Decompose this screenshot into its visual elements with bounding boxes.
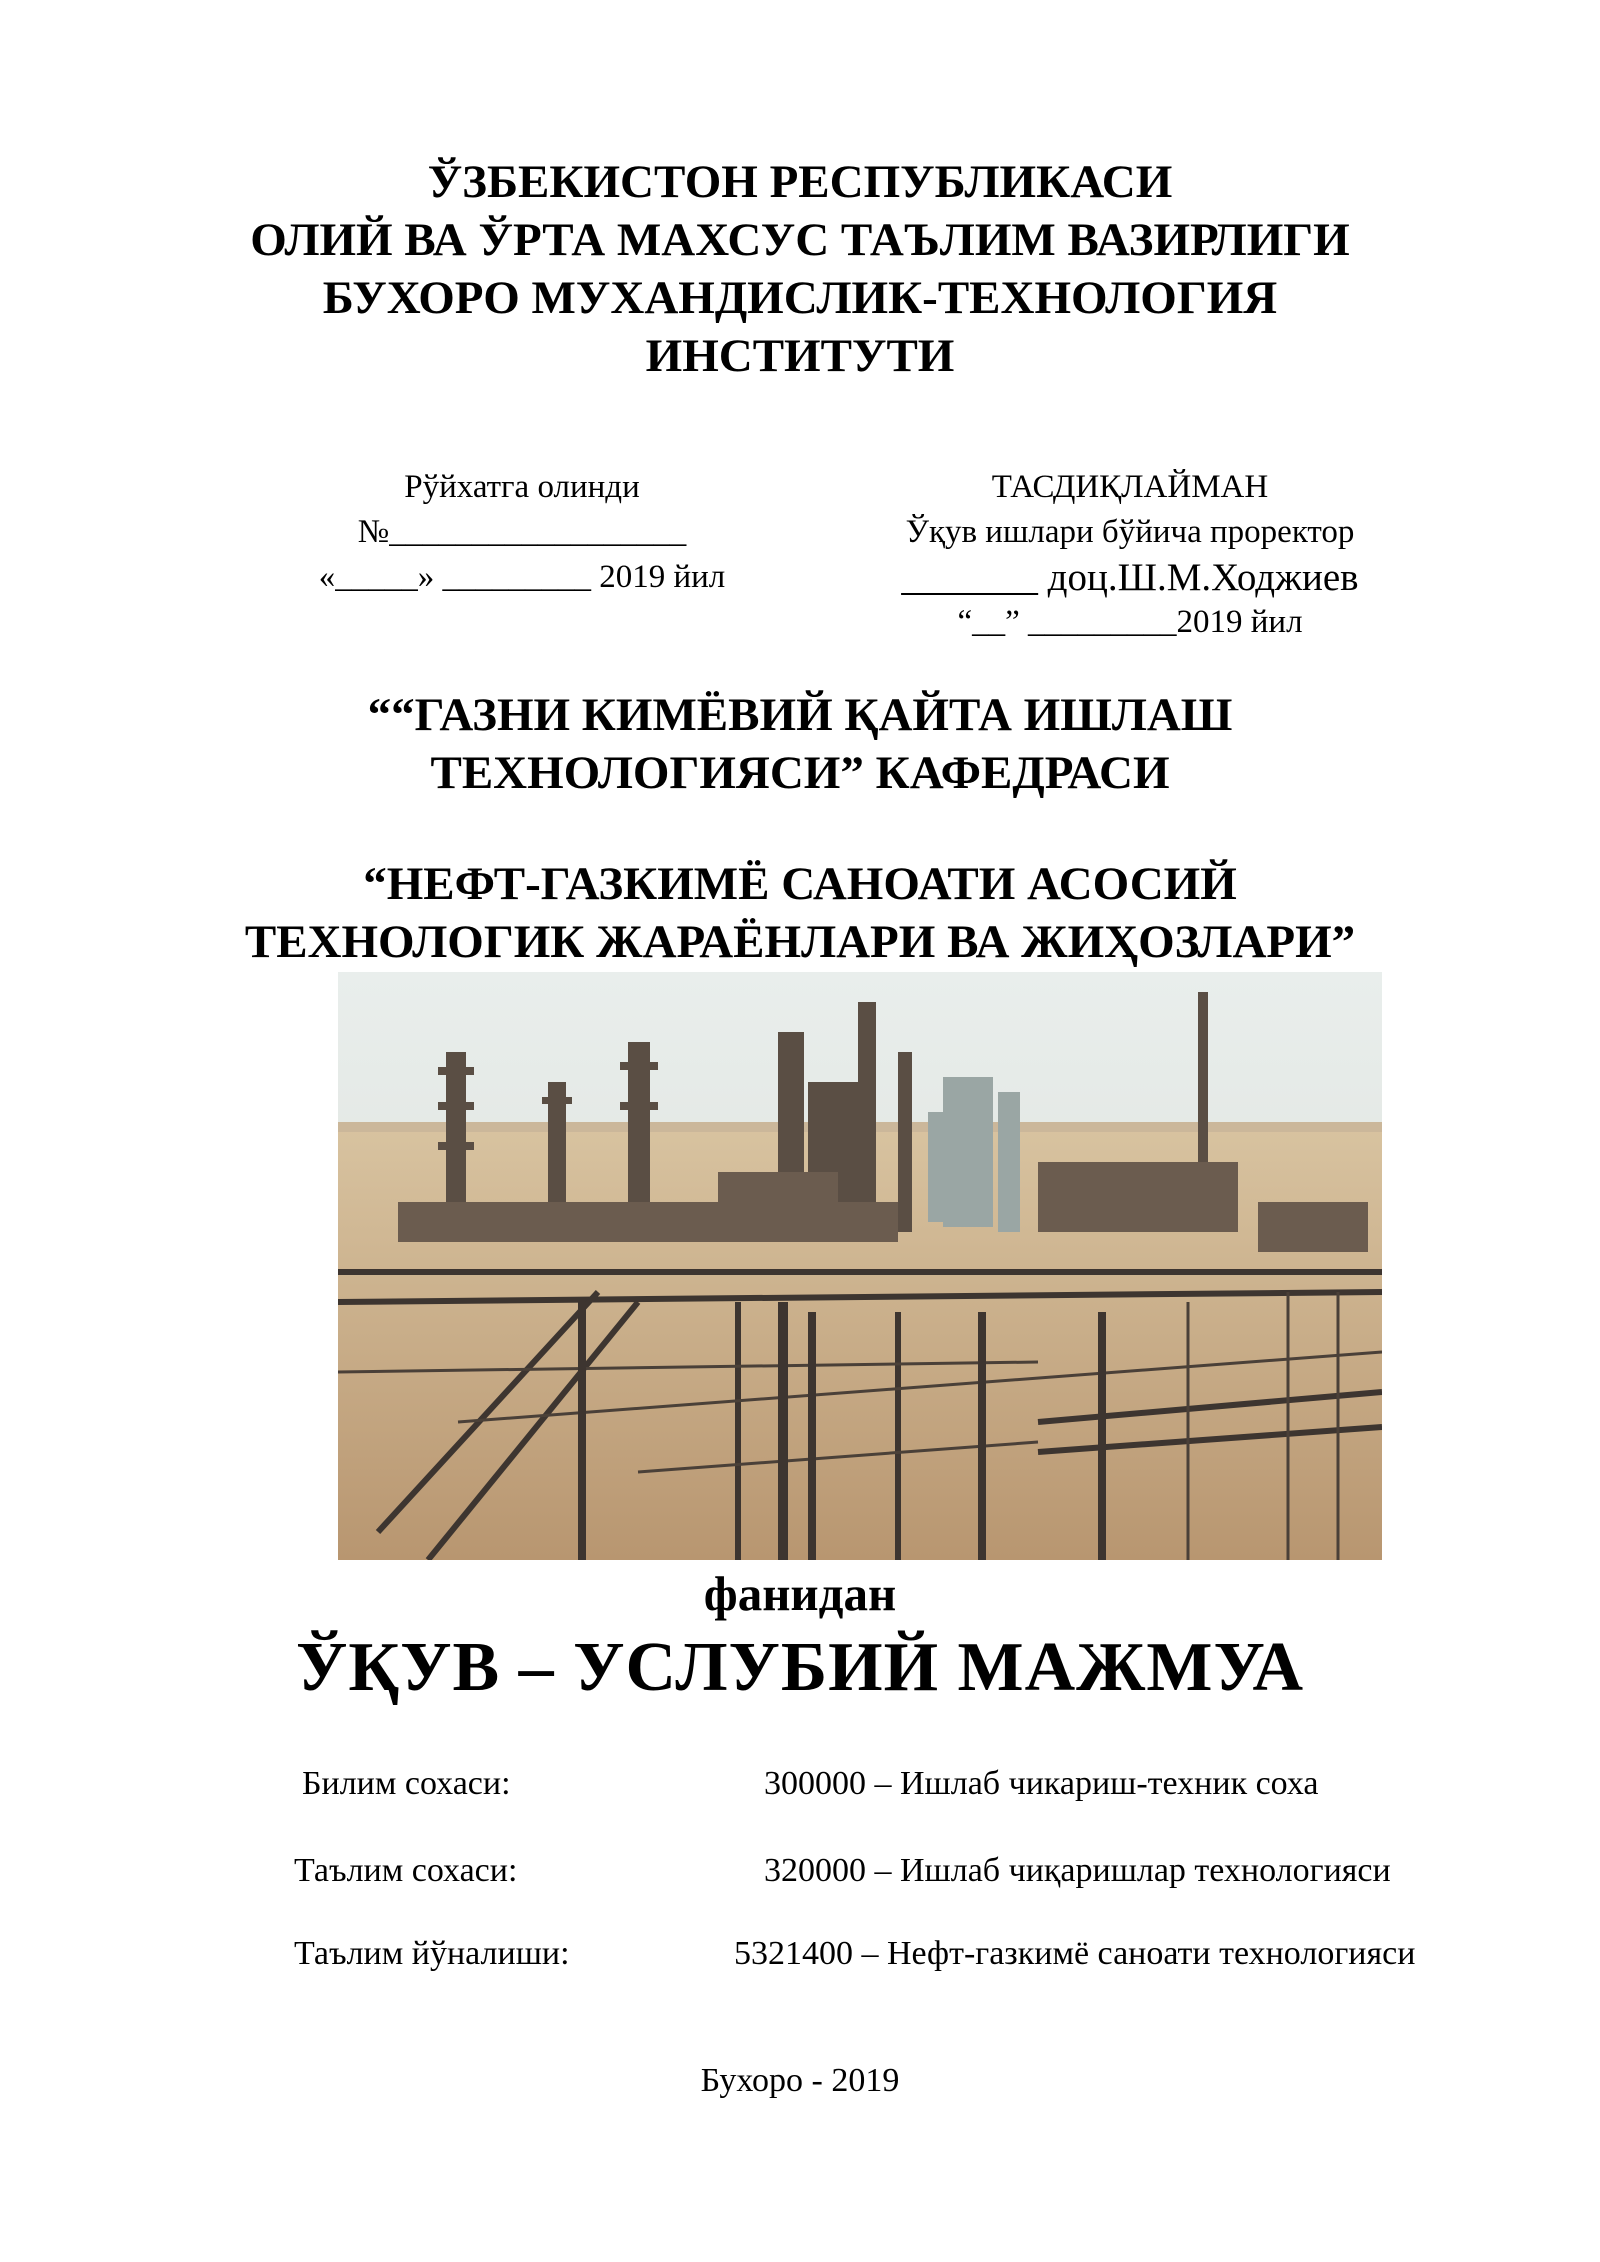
registration-number: №__________________ (357, 514, 687, 550)
approval-title: ТАСДИҚЛАЙМАН (991, 469, 1269, 505)
approval-position: Ўқув ишлари бўйича проректор (905, 514, 1355, 550)
approval-block (870, 465, 1390, 645)
subject-line-1: “НЕФТ-ГАЗКИМЁ САНОАТИ АСОСИЙ (363, 858, 1237, 910)
registration-block (262, 465, 782, 600)
city-year: Бухоро - 2019 (700, 2062, 900, 2099)
subject-suffix: фанидан (703, 1566, 897, 1621)
subject-line-2: ТЕХНОЛОГИК ЖАРАЁНЛАРИ ВА ЖИҲОЗЛАРИ” (244, 916, 1356, 968)
subject-title (0, 855, 1600, 971)
field-row (0, 1935, 1600, 1979)
refinery-photo (338, 972, 1382, 1560)
approval-signatory: _______ доц.Ш.М.Ходжиев (901, 556, 1359, 599)
header-line-institute-suffix: ИНСТИТУТИ (645, 330, 955, 382)
field-label: Билим сохаси: (302, 1765, 511, 1802)
registration-date: «_____» _________ 2019 йил (318, 559, 726, 595)
department-line-1: ““ГАЗНИ КИМЁВИЙ ҚАЙТА ИШЛАШ (367, 689, 1233, 741)
field-value: 300000 – Ишлаб чикариш-техник соха (764, 1765, 1319, 1802)
field-row (0, 1765, 1600, 1809)
header-line-institute: БУХОРО МУХАНДИСЛИК-ТЕХНОЛОГИЯ (322, 272, 1278, 324)
ministry-header (0, 153, 1600, 385)
field-label: Таълим йўналиши: (294, 1935, 570, 1972)
approval-date: “__” _________2019 йил (957, 604, 1303, 640)
department-line-2: ТЕХНОЛОГИЯСИ” КАФЕДРАСИ (430, 747, 1170, 799)
header-line-ministry: ОЛИЙ ВА ЎРТА МАХСУС ТАЪЛИМ ВАЗИРЛИГИ (250, 214, 1350, 266)
field-label: Таълим сохаси: (294, 1852, 518, 1889)
department-title (0, 686, 1600, 802)
header-line-country: ЎЗБЕКИСТОН РЕСПУБЛИКАСИ (427, 156, 1173, 208)
field-row (0, 1852, 1600, 1896)
registration-title: Рўйхатга олинди (404, 469, 640, 505)
field-value: 5321400 – Нефт-газкимё саноати технологияси (734, 1935, 1416, 1972)
document-main-title: ЎҚУВ – УСЛУБИЙ МАЖМУА (295, 1629, 1305, 1706)
field-value: 320000 – Ишлаб чиқаришлар технологияси (764, 1852, 1391, 1889)
